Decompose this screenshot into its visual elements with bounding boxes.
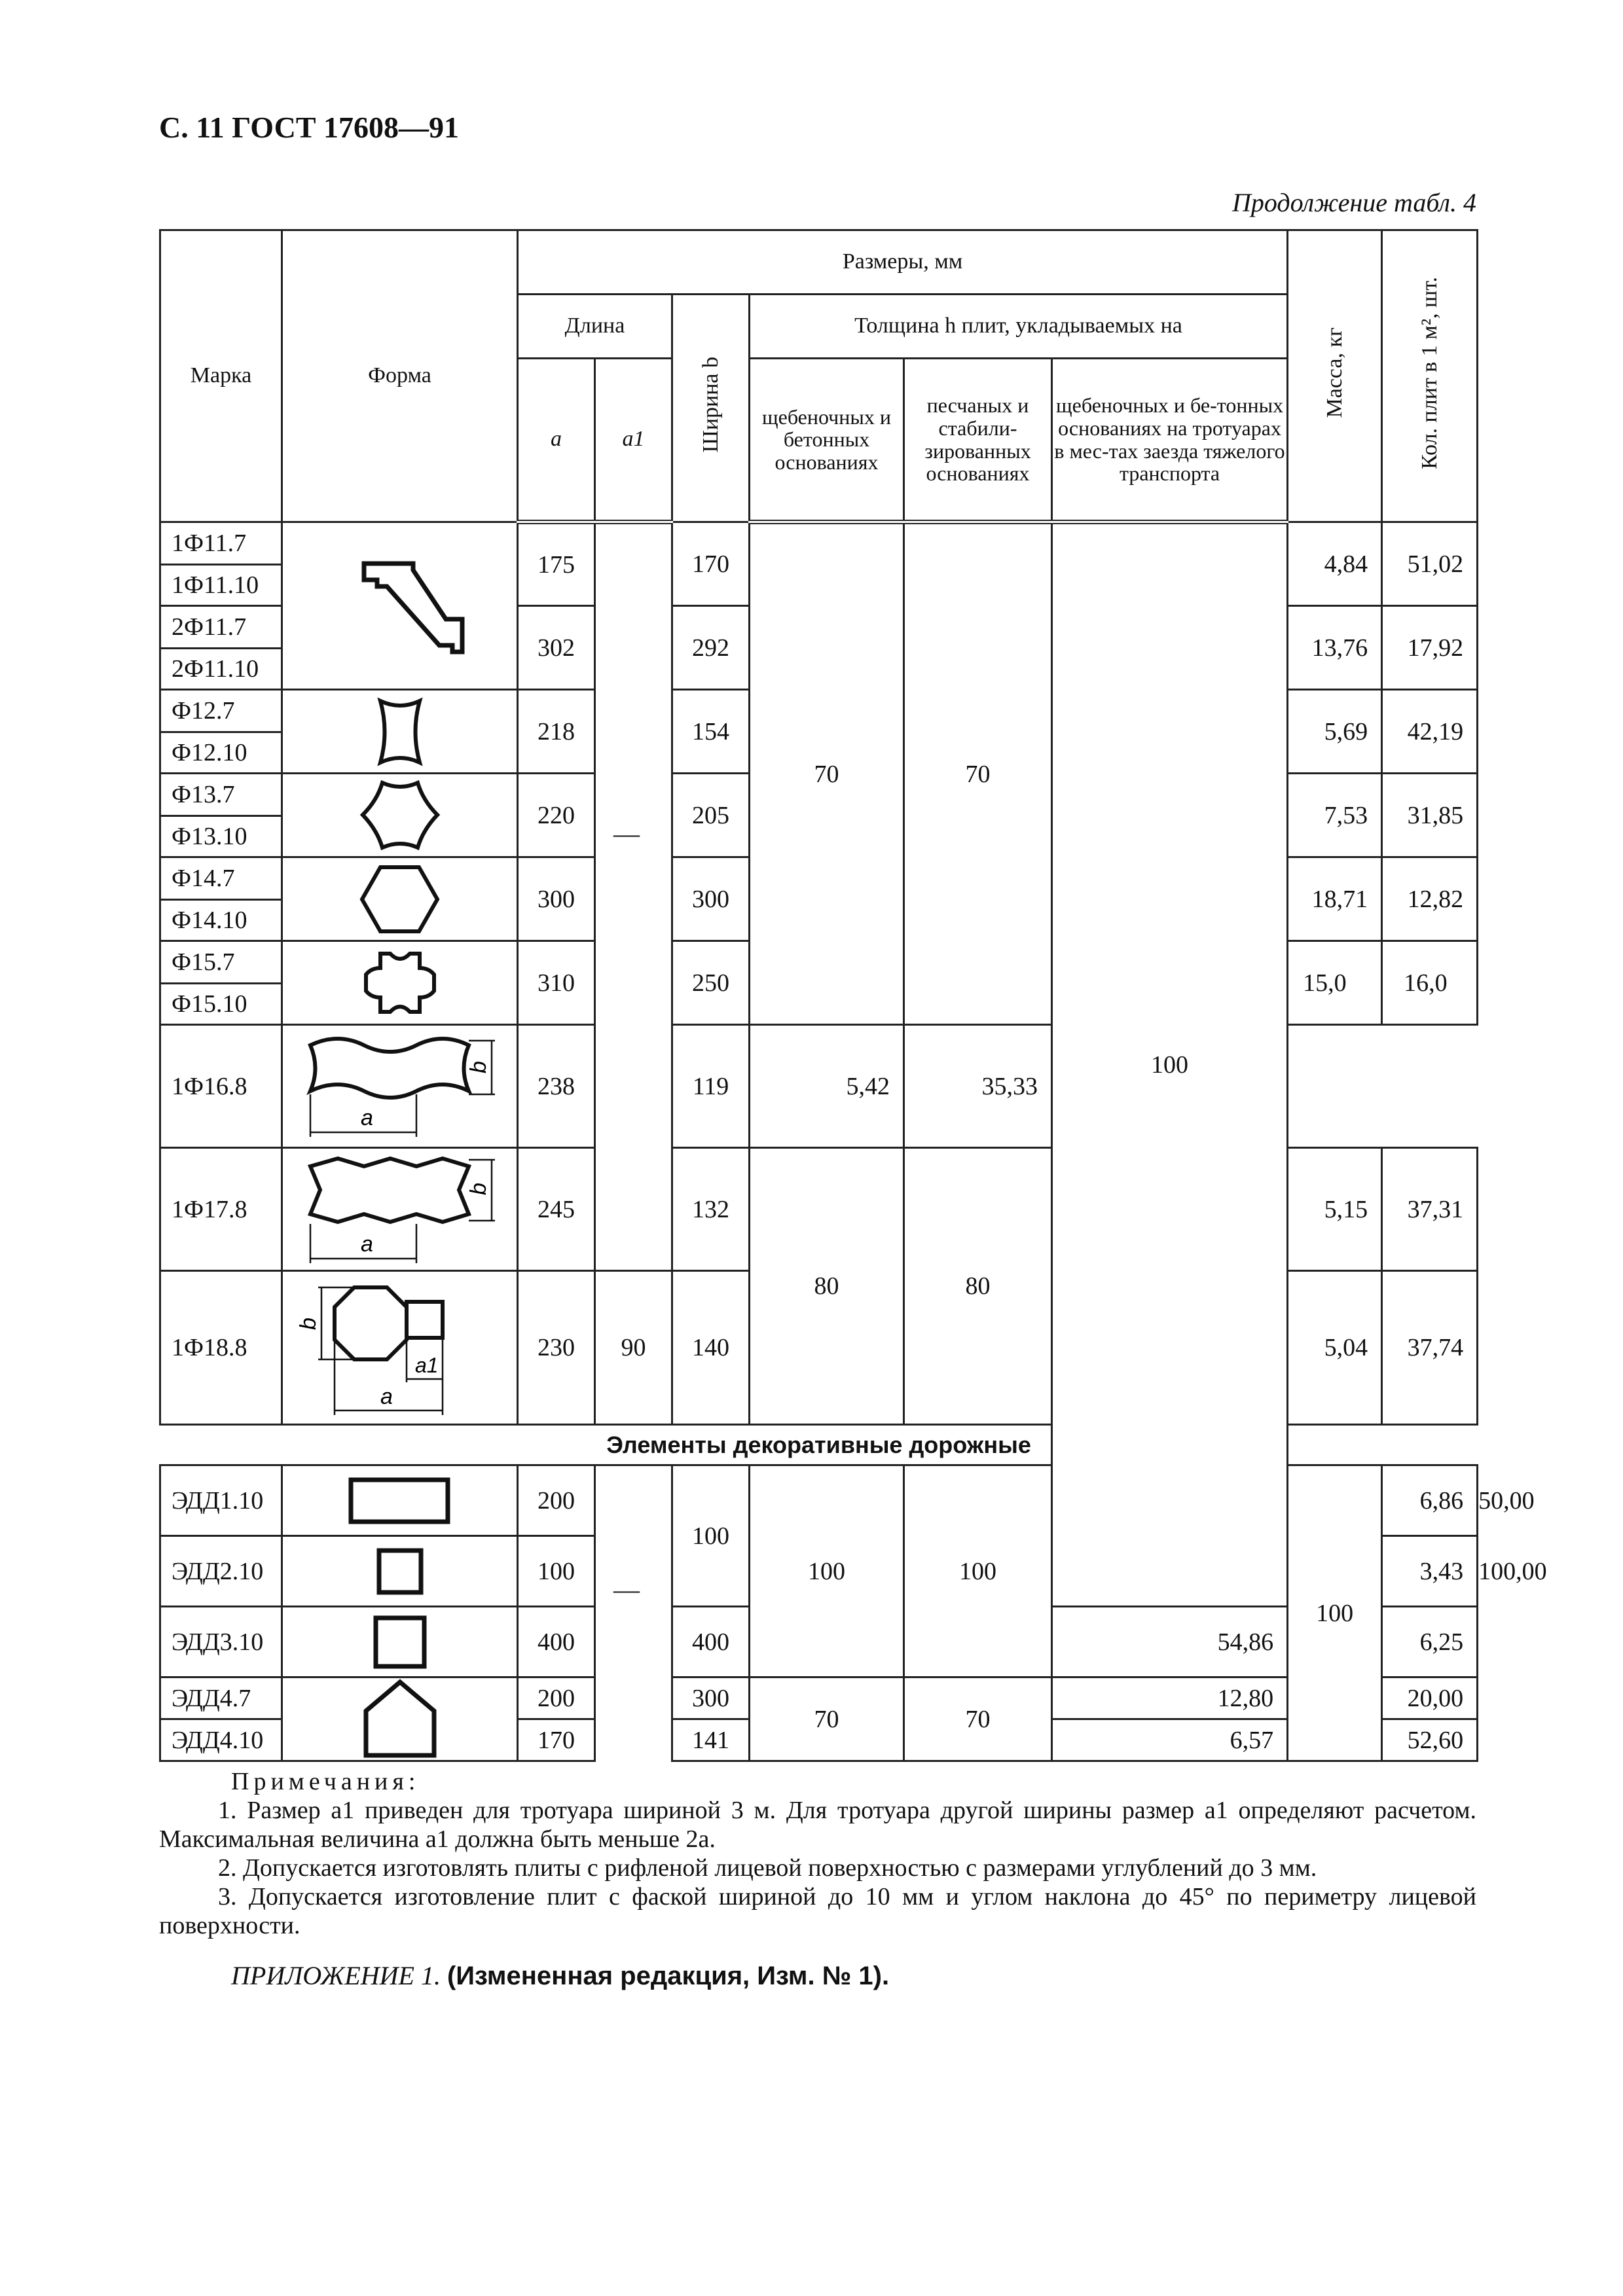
dimensions-table: Марка Форма Размеры, мм Масса, кг Кол. плит в 1 м², шт. Длина Ширина b Толщина h плит, укладываемых на a a1 щебеночных и бетонных основаниях песчаных и стабили-зированных основаниях щебеночных и бе-тонных основаниях на тротуарах в мес-тах заезда тяжелого транспорта 1Ф11.7 175 170 70 70 100 4,84 51,02 1Ф11.10 2Ф11.7 302 292 13,76 17,92 2Ф11.10 Ф12.7 218 154 5,69 42,19 Ф12.10 Ф13.7 220 205 7,53 31,85 Ф13.10 Ф14.7 300 300 18,71 12,82 Ф14.10 Ф15.7 310 250 15,0 16,0 Ф15.10 1Ф16.8 a b 238 119 5,42 35,33 1Ф17.8 a b 245 132 80 80 5,15 37,31 1Ф18.8 a1 a b 230 90 140 5,04 37,74 Элементы декоративные дорожные ЭДД1.10 200 100 100 100 100 6,86 50,00 ЭДД2.10 100 3,43 100,00 ЭДД3.10 400 400 54,86 6,25 ЭДД4.7 200 300 70 70 12,80 20,00 ЭДД4.10 170 141 6,57 52,60 <box>159 229 1478 1762</box>
table-row: ЭДД2.10 100 3,43 100,00 <box>160 1536 1478 1607</box>
header-t3: щебеночных и бе-тонных основаниях на тротуарах в мес-тах заезда тяжелого транспорта <box>1052 359 1288 522</box>
curved-hex-icon <box>282 774 518 857</box>
svg-text:a: a <box>360 1105 373 1130</box>
header-marka: Марка <box>160 230 282 522</box>
header-kol: Кол. плит в 1 м², шт. <box>1382 230 1478 522</box>
a1-dash-cell <box>595 522 672 1271</box>
header-a1: a1 <box>595 359 672 522</box>
table-row: Ф14.7 300 300 18,71 12,82 <box>160 857 1478 900</box>
note-1: 1. Размер a1 приведен для тротуара шириной 3 м. Для тротуара другой ширины размер a1 определяют расчетом. Максимальная величина a1 должна быть меньше 2a. <box>159 1797 1476 1854</box>
svg-text:b: b <box>465 1183 491 1195</box>
dash-lower: — <box>613 1575 640 1604</box>
table-row: Ф12.7 218 154 5,69 42,19 <box>160 690 1478 732</box>
pentagon-icon <box>282 1677 518 1761</box>
table-row: ЭДД4.10 170 141 6,57 52,60 <box>160 1719 1478 1761</box>
table-row: 1Ф16.8 a b 238 119 5,42 35,33 <box>160 1025 1478 1148</box>
svg-text:a1: a1 <box>414 1353 439 1377</box>
octagon-square-icon <box>282 1271 518 1425</box>
cross-star-icon <box>282 941 518 1025</box>
table-row: 1Ф18.8 a1 a b 230 90 140 5,04 37,74 <box>160 1271 1478 1425</box>
header-dlina: Длина <box>518 295 672 359</box>
table-row: ЭДД1.10 200 100 100 100 100 6,86 50,00 <box>160 1465 1478 1536</box>
table-row: Ф13.7 220 205 7,53 31,85 <box>160 774 1478 816</box>
table-row: Ф15.7 310 250 15,0 16,0 <box>160 941 1478 984</box>
wavy-rect-icon <box>282 1025 518 1148</box>
note-2: 2. Допускается изготовлять плиты с рифленой лицевой поверхностью с размерами углублений до 3 мм. <box>218 1854 1317 1882</box>
zigzag-rect-icon <box>282 1148 518 1271</box>
h2-merged: 70 <box>904 522 1052 1025</box>
h2-merged-80: 80 <box>904 1148 1052 1425</box>
small-square-icon <box>282 1536 518 1607</box>
notes <box>159 1767 1476 1940</box>
a1-dash-cell-decor <box>595 1465 672 1761</box>
table-row: ЭДД4.7 200 300 70 70 12,80 20,00 <box>160 1677 1478 1719</box>
header-shirina: Ширина b <box>672 295 750 522</box>
appendix-title: ПРИЛОЖЕНИЕ 1. <box>231 1961 441 1990</box>
svg-text:b: b <box>295 1317 321 1330</box>
z-shape-icon <box>282 522 518 690</box>
svg-text:a: a <box>360 1232 373 1257</box>
h1-merged-80: 80 <box>750 1148 904 1425</box>
dash-upper: — <box>613 819 640 848</box>
header-a: a <box>518 359 595 522</box>
svg-text:a: a <box>380 1384 393 1409</box>
header-massa: Масса, кг <box>1288 230 1382 522</box>
note-3: 3. Допускается изготовление плит с фаской шириной до 10 мм и углом наклона до 45° по периметру лицевой поверхности. <box>159 1883 1476 1940</box>
table-continuation-caption: Продолжение табл. 4 <box>1231 188 1476 217</box>
section-title: Элементы декоративные дорожные <box>160 1425 1478 1465</box>
table-row: ЭДД3.10 400 400 54,86 6,25 <box>160 1607 1478 1677</box>
header-forma: Форма <box>282 230 518 522</box>
table-row: 2Ф11.7 302 292 13,76 17,92 <box>160 606 1478 649</box>
header-razmery: Размеры, мм <box>518 230 1288 295</box>
header-t1: щебеночных и бетонных основаниях <box>750 359 904 522</box>
header-tolshchina: Толщина h плит, укладываемых на <box>750 295 1288 359</box>
svg-text:b: b <box>465 1061 491 1073</box>
rectangle-icon <box>282 1465 518 1536</box>
table-row: 1Ф11.7 175 170 70 70 100 4,84 51,02 <box>160 522 1478 565</box>
h1-merged: 70 <box>750 522 904 1025</box>
appendix-edition: (Измененная редакция, Изм. № 1). <box>447 1962 890 1990</box>
hexagon-icon <box>282 857 518 941</box>
notes-heading: Примечания: <box>231 1768 420 1795</box>
concave-rect-icon <box>282 690 518 774</box>
a1-value: 90 <box>595 1271 672 1425</box>
table-row: 1Ф17.8 a b 245 132 80 80 5,15 37,31 <box>160 1148 1478 1271</box>
appendix-reference <box>231 1960 889 1991</box>
h3-merged: 100 <box>1052 522 1288 1607</box>
square-icon <box>282 1607 518 1677</box>
page-header: С. 11 ГОСТ 17608—91 <box>159 111 460 144</box>
header-t2: песчаных и стабили-зированных основаниях <box>904 359 1052 522</box>
